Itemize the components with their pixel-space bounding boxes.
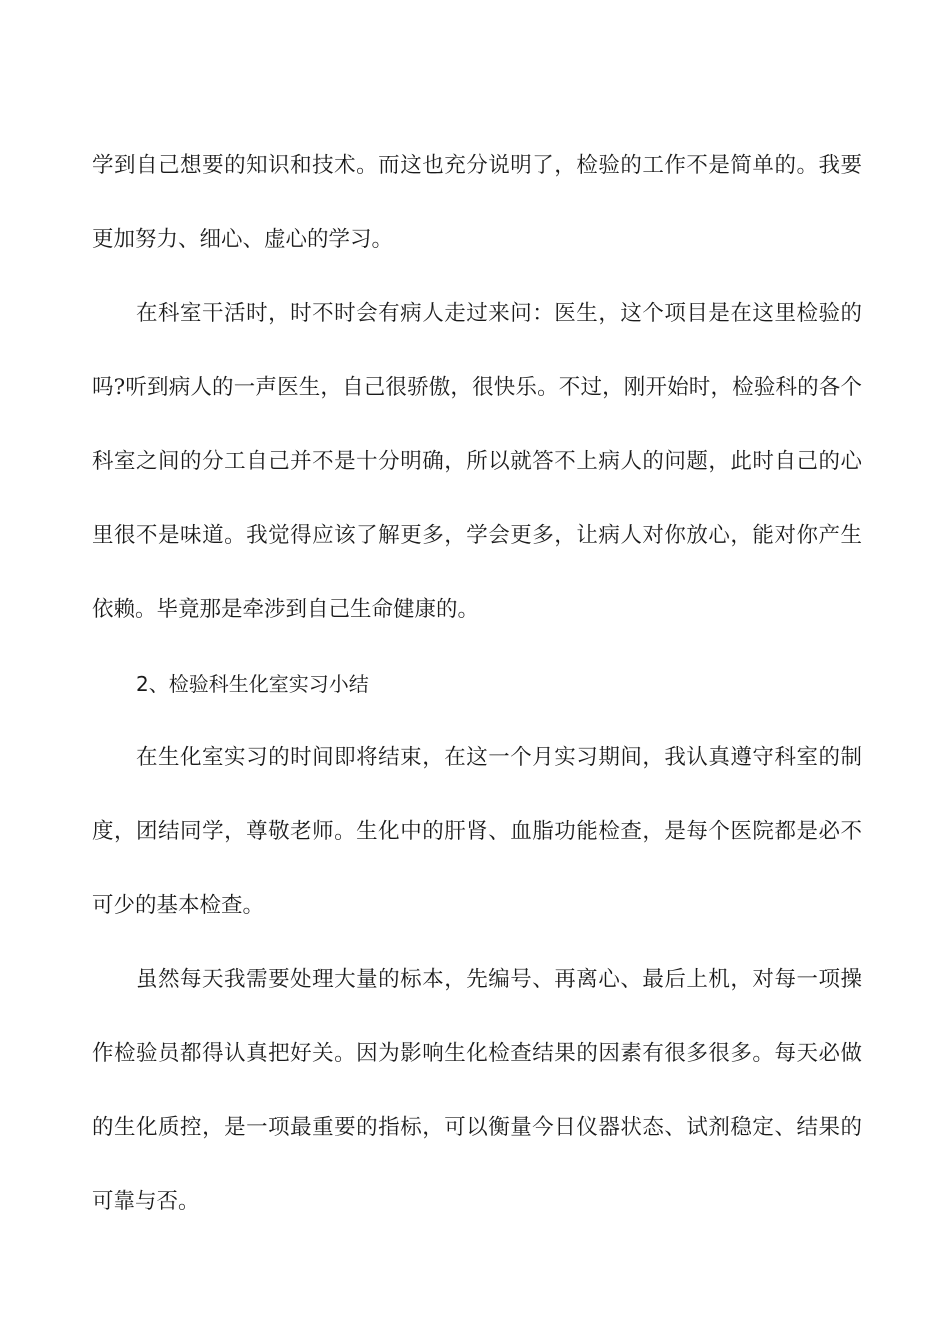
- document-body: [92, 129, 862, 1239]
- section-heading: 2、检验科生化室实习小结: [136, 672, 369, 696]
- paragraph-continuation: 学到自己想要的知识和技术。而这也充分说明了，检验的工作不是简单的。我要更加努力、细心、虚心的学习。: [92, 153, 862, 252]
- paragraph-biochem-intro: 在生化室实习的时间即将结束，在这一个月实习期间，我认真遵守科室的制度，团结同学，尊敬老师。生化中的肝肾、血脂功能检查，是每个医院都是必不可少的基本检查。: [92, 745, 862, 918]
- paragraph-biochem-daily-work: 虽然每天我需要处理大量的标本，先编号、再离心、最后上机，对每一项操作检验员都得认真把好关。因为影响生化检查结果的因素有很多很多。每天必做的生化质控，是一项最重要的指标，可以衡量今日仪器状态、试剂稳定、结果的可靠与否。: [92, 967, 862, 1214]
- paragraph-patient-questions: 在科室干活时，时不时会有病人走过来问：医生，这个项目是在这里检验的吗?听到病人的一声医生，自己很骄傲，很快乐。不过，刚开始时，检验科的各个科室之间的分工自己并不是十分明确，所以就答不上病人的问题，此时自己的心里很不是味道。我觉得应该了解更多，学会更多，让病人对你放心，能对你产生依赖。毕竟那是牵涉到自己生命健康的。: [92, 301, 862, 622]
